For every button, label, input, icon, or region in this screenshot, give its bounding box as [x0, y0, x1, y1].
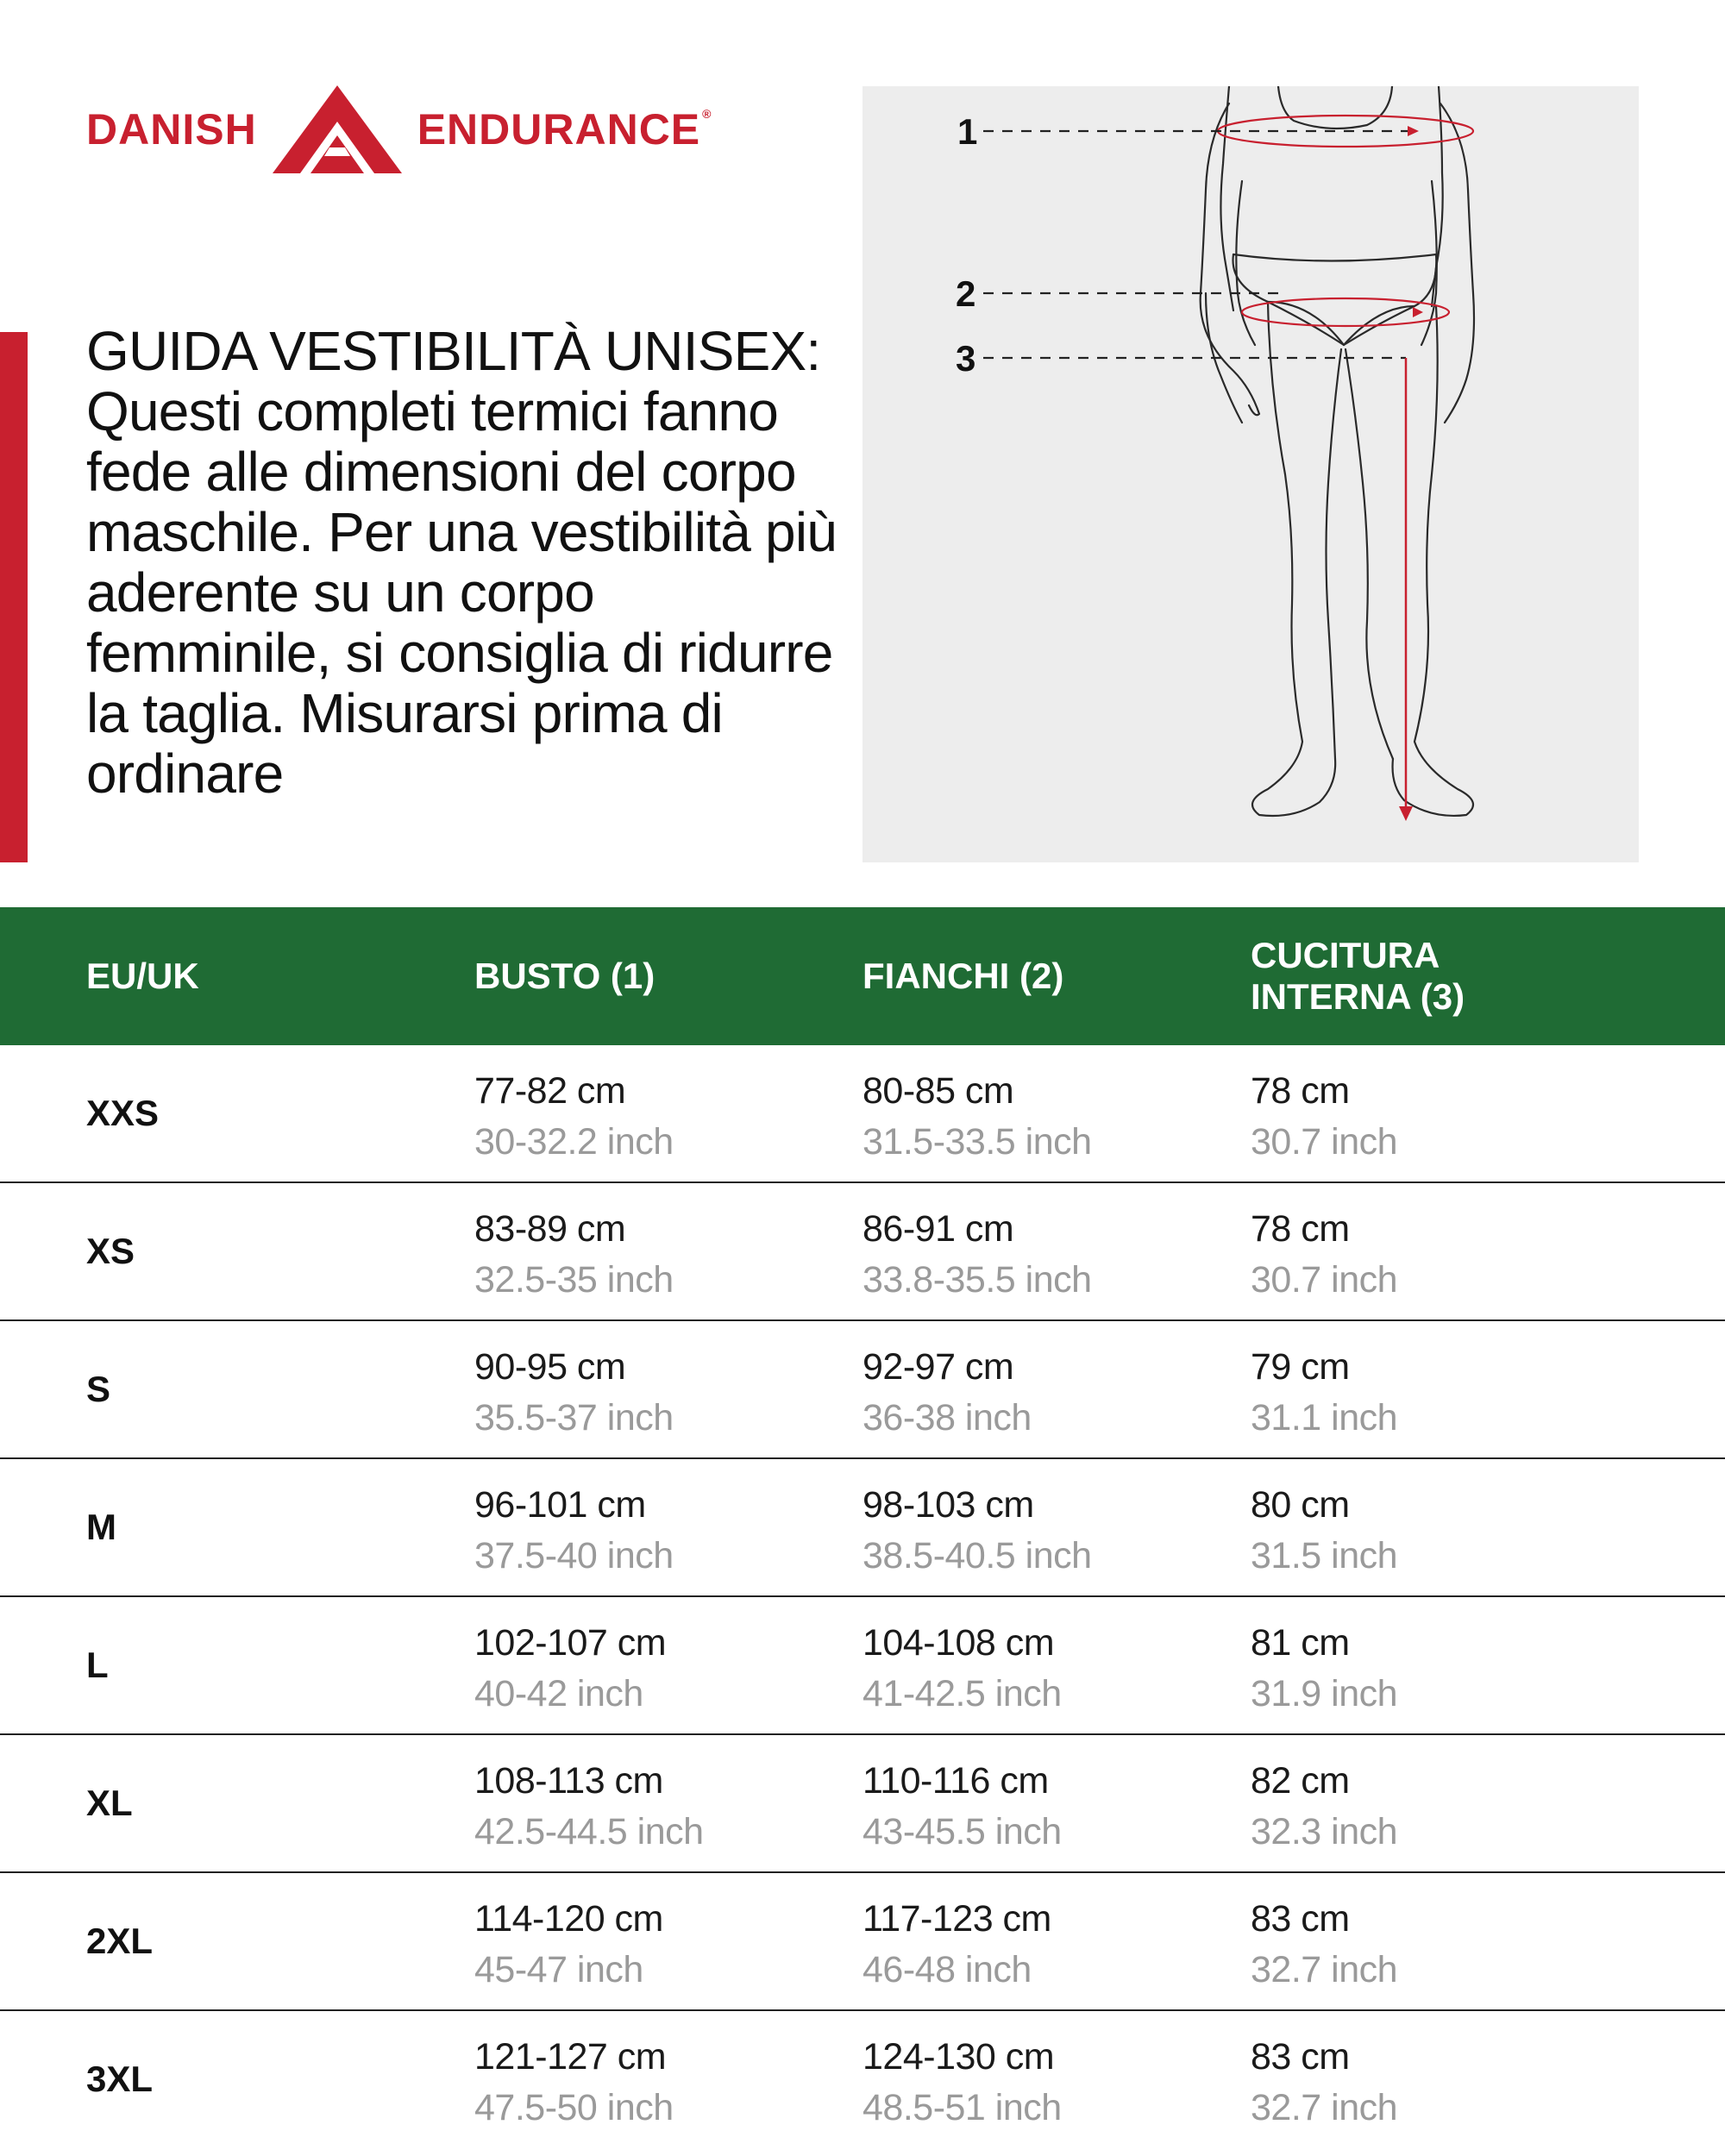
bust-inch: 40-42 inch	[474, 1673, 643, 1714]
hips-cm: 98-103 cm	[862, 1484, 1034, 1526]
table-row	[0, 1183, 1725, 1321]
bust-cell	[474, 1618, 666, 1720]
inseam-cell	[1251, 1756, 1397, 1858]
size-label: XS	[86, 1231, 135, 1271]
hips-cell	[862, 2032, 1062, 2134]
inseam-cm: 78 cm	[1251, 1070, 1350, 1112]
bust-cm: 83-89 cm	[474, 1208, 626, 1250]
hips-cell	[862, 1342, 1032, 1444]
inseam-inch: 32.3 inch	[1251, 1811, 1398, 1852]
inseam-cm: 81 cm	[1251, 1622, 1350, 1664]
hips-inch: 43-45.5 inch	[862, 1811, 1062, 1852]
inseam-inch: 32.7 inch	[1251, 1949, 1398, 1990]
hips-inch: 38.5-40.5 inch	[862, 1535, 1092, 1576]
bust-cm: 102-107 cm	[474, 1622, 667, 1664]
hips-inch: 46-48 inch	[862, 1949, 1032, 1990]
hips-cell	[862, 1204, 1092, 1306]
bust-cm: 121-127 cm	[474, 2036, 667, 2078]
bust-cell	[474, 1894, 663, 1996]
size-table-header	[0, 907, 1725, 1045]
inseam-cell	[1251, 1618, 1397, 1720]
table-row	[0, 1045, 1725, 1183]
header-bust: BUSTO (1)	[474, 956, 656, 996]
inseam-cell	[1251, 2032, 1397, 2134]
brand-logo	[86, 86, 712, 172]
hips-cm: 80-85 cm	[862, 1070, 1014, 1112]
bust-inch: 45-47 inch	[474, 1949, 643, 1990]
inseam-inch: 31.5 inch	[1251, 1535, 1398, 1576]
inseam-inch: 32.7 inch	[1251, 2087, 1398, 2128]
size-table-body	[0, 1045, 1725, 2147]
size-label: XL	[86, 1783, 133, 1823]
hips-inch: 36-38 inch	[862, 1397, 1032, 1438]
table-row	[0, 1459, 1725, 1597]
bust-cell	[474, 2032, 674, 2134]
bust-inch: 32.5-35 inch	[474, 1259, 674, 1300]
bust-inch: 37.5-40 inch	[474, 1535, 674, 1576]
bust-cm: 96-101 cm	[474, 1484, 646, 1526]
bust-cell	[474, 1066, 674, 1168]
hips-cell	[862, 1756, 1062, 1858]
size-label: S	[86, 1369, 111, 1409]
mountain-logo-icon	[273, 85, 402, 173]
table-row	[0, 1597, 1725, 1735]
hips-cm: 86-91 cm	[862, 1208, 1014, 1250]
inseam-cm: 79 cm	[1251, 1346, 1350, 1388]
hips-cm: 117-123 cm	[862, 1898, 1051, 1940]
size-label: 2XL	[86, 1921, 154, 1961]
inseam-cm: 80 cm	[1251, 1484, 1350, 1526]
inseam-inch: 30.7 inch	[1251, 1121, 1398, 1163]
header-size: EU/UK	[86, 956, 199, 996]
hips-cm: 124-130 cm	[862, 2036, 1055, 2078]
inseam-cell	[1251, 1894, 1397, 1996]
table-row	[0, 2011, 1725, 2147]
hips-inch: 48.5-51 inch	[862, 2087, 1062, 2128]
size-label: M	[86, 1507, 116, 1547]
header-inseam-line1: CUCITURA	[1251, 935, 1440, 975]
body-measurement-diagram	[862, 86, 1639, 862]
inseam-cm: 83 cm	[1251, 1898, 1350, 1940]
table-row	[0, 1873, 1725, 2011]
hips-inch: 31.5-33.5 inch	[862, 1121, 1092, 1163]
logo-word-endurance: ENDURANCE ®	[417, 105, 712, 154]
table-row	[0, 1735, 1725, 1873]
marker-1: 1	[957, 111, 978, 152]
marker-2: 2	[956, 273, 976, 314]
header-inseam-line2: INTERNA (3)	[1251, 976, 1465, 1017]
registered-mark: ®	[702, 107, 712, 121]
hips-inch: 33.8-35.5 inch	[862, 1259, 1092, 1300]
hips-cell	[862, 1480, 1092, 1582]
hips-cm: 92-97 cm	[862, 1346, 1014, 1388]
hips-cm: 110-116 cm	[862, 1760, 1049, 1802]
bust-inch: 47.5-50 inch	[474, 2087, 674, 2128]
hips-cell	[862, 1618, 1062, 1720]
bust-cm: 114-120 cm	[474, 1898, 663, 1940]
size-label: XXS	[86, 1093, 160, 1133]
bust-cell	[474, 1204, 674, 1306]
marker-3: 3	[956, 338, 976, 379]
table-row	[0, 1321, 1725, 1459]
bust-cell	[474, 1756, 704, 1858]
hips-inch: 41-42.5 inch	[862, 1673, 1062, 1714]
fit-guide-description: GUIDA VESTIBILITÀ UNISEX: Questi completi termici fanno fede alle dimensioni del corpo maschile. Per una vestibilità più aderente su un corpo femminile, si consiglia di ridurre la taglia. Misurarsi prima di ordinare	[86, 320, 837, 805]
size-label: 3XL	[86, 2059, 154, 2099]
bust-cell	[474, 1480, 674, 1582]
inseam-inch: 30.7 inch	[1251, 1259, 1398, 1300]
header-hips: FIANCHI (2)	[862, 956, 1064, 996]
hips-cm: 104-108 cm	[862, 1622, 1055, 1664]
logo-word-danish: DANISH	[86, 105, 257, 154]
bust-inch: 35.5-37 inch	[474, 1397, 674, 1438]
bust-cm: 77-82 cm	[474, 1070, 626, 1112]
inseam-cm: 82 cm	[1251, 1760, 1350, 1802]
bust-cm: 108-113 cm	[474, 1760, 663, 1802]
bust-cm: 90-95 cm	[474, 1346, 626, 1388]
size-label: L	[86, 1645, 109, 1685]
hips-cell	[862, 1894, 1051, 1996]
inseam-cell	[1251, 1204, 1397, 1306]
inseam-cell	[1251, 1480, 1397, 1582]
accent-bar	[0, 332, 28, 862]
inseam-cell	[1251, 1342, 1397, 1444]
bust-cell	[474, 1342, 674, 1444]
body-figure-illustration	[862, 86, 1639, 862]
inseam-cm: 78 cm	[1251, 1208, 1350, 1250]
bust-inch: 42.5-44.5 inch	[474, 1811, 704, 1852]
inseam-cell	[1251, 1066, 1397, 1168]
inseam-inch: 31.1 inch	[1251, 1397, 1398, 1438]
header-inseam	[1251, 935, 1465, 1018]
hips-cell	[862, 1066, 1092, 1168]
bust-inch: 30-32.2 inch	[474, 1121, 674, 1163]
inseam-inch: 31.9 inch	[1251, 1673, 1398, 1714]
inseam-cm: 83 cm	[1251, 2036, 1350, 2078]
